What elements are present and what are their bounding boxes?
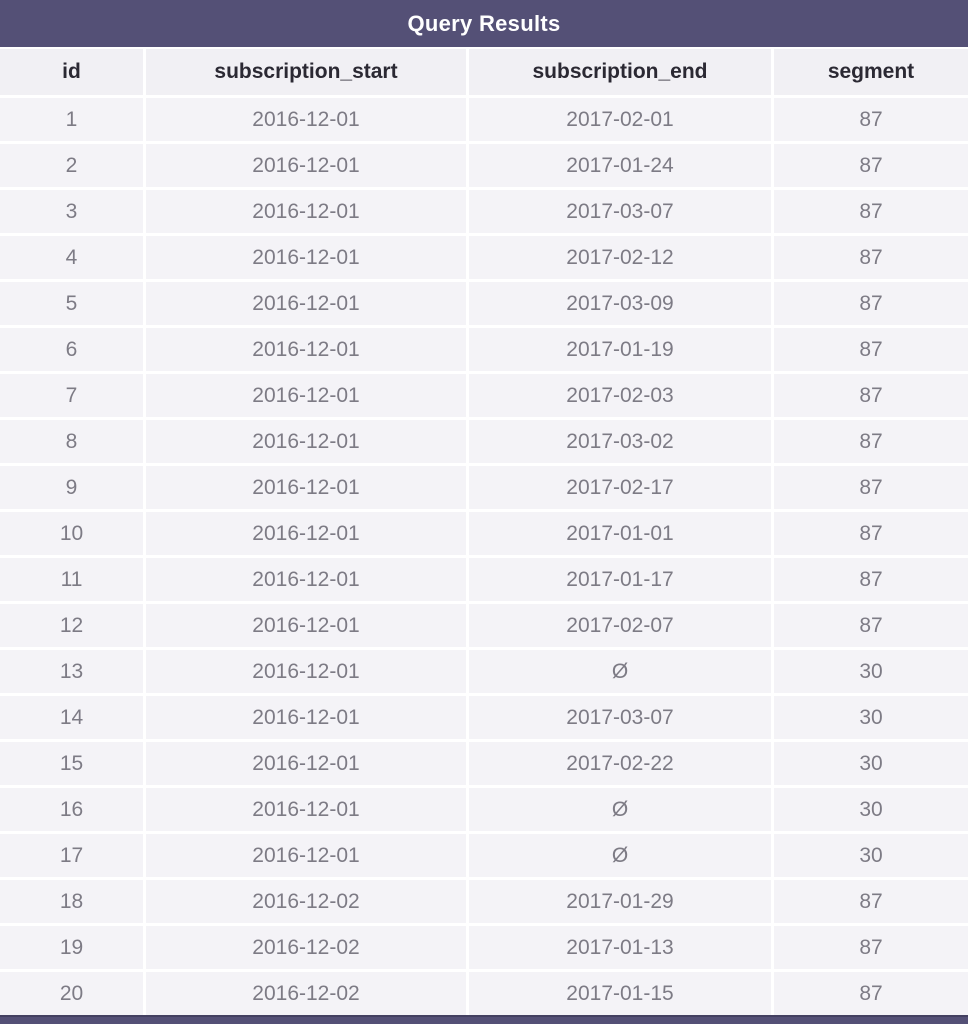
cell-subscription-end: 2017-02-01 [469, 98, 771, 141]
cell-segment: 30 [774, 650, 968, 693]
cell-subscription-start: 2016-12-02 [146, 972, 466, 1015]
cell-subscription-end: 2017-02-17 [469, 466, 771, 509]
cell-id: 9 [0, 466, 143, 509]
cell-subscription-start: 2016-12-01 [146, 144, 466, 187]
cell-segment: 30 [774, 834, 968, 877]
cell-id: 5 [0, 282, 143, 325]
cell-id: 19 [0, 926, 143, 969]
cell-subscription-start: 2016-12-01 [146, 558, 466, 601]
cell-subscription-start: 2016-12-01 [146, 604, 466, 647]
cell-subscription-end: 2017-03-09 [469, 282, 771, 325]
cell-segment: 30 [774, 696, 968, 739]
cell-id: 13 [0, 650, 143, 693]
cell-segment: 87 [774, 880, 968, 923]
column-header-segment: segment [774, 49, 968, 95]
cell-segment: 87 [774, 190, 968, 233]
cell-subscription-end: 2017-02-03 [469, 374, 771, 417]
cell-subscription-start: 2016-12-02 [146, 880, 466, 923]
cell-subscription-end: Ø [469, 650, 771, 693]
cell-segment: 87 [774, 98, 968, 141]
cell-subscription-end: 2017-03-07 [469, 190, 771, 233]
cell-segment: 87 [774, 926, 968, 969]
cell-id: 1 [0, 98, 143, 141]
cell-subscription-start: 2016-12-01 [146, 466, 466, 509]
cell-id: 15 [0, 742, 143, 785]
cell-subscription-end: 2017-02-07 [469, 604, 771, 647]
cell-subscription-end: 2017-01-13 [469, 926, 771, 969]
column-header-id: id [0, 49, 143, 95]
cell-subscription-start: 2016-12-01 [146, 98, 466, 141]
cell-subscription-end: 2017-02-12 [469, 236, 771, 279]
column-header-subscription-end: subscription_end [469, 49, 771, 95]
cell-subscription-start: 2016-12-01 [146, 282, 466, 325]
title-bar [0, 0, 968, 47]
cell-id: 17 [0, 834, 143, 877]
column-header-subscription-start: subscription_start [146, 49, 466, 95]
cell-id: 4 [0, 236, 143, 279]
cell-id: 18 [0, 880, 143, 923]
cell-segment: 87 [774, 558, 968, 601]
cell-segment: 87 [774, 604, 968, 647]
results-table [0, 49, 968, 1015]
cell-subscription-start: 2016-12-01 [146, 650, 466, 693]
cell-subscription-start: 2016-12-01 [146, 374, 466, 417]
cell-segment: 87 [774, 512, 968, 555]
cell-id: 10 [0, 512, 143, 555]
cell-id: 16 [0, 788, 143, 831]
cell-subscription-start: 2016-12-01 [146, 328, 466, 371]
cell-segment: 87 [774, 236, 968, 279]
footer-bar [0, 1015, 968, 1024]
cell-subscription-start: 2016-12-01 [146, 742, 466, 785]
cell-id: 8 [0, 420, 143, 463]
cell-subscription-start: 2016-12-02 [146, 926, 466, 969]
cell-segment: 87 [774, 466, 968, 509]
cell-subscription-end: 2017-01-17 [469, 558, 771, 601]
cell-segment: 30 [774, 788, 968, 831]
cell-id: 6 [0, 328, 143, 371]
cell-id: 3 [0, 190, 143, 233]
cell-segment: 87 [774, 328, 968, 371]
cell-subscription-start: 2016-12-01 [146, 420, 466, 463]
cell-subscription-end: 2017-01-29 [469, 880, 771, 923]
cell-id: 20 [0, 972, 143, 1015]
cell-id: 12 [0, 604, 143, 647]
cell-subscription-start: 2016-12-01 [146, 788, 466, 831]
cell-subscription-end: 2017-01-15 [469, 972, 771, 1015]
cell-subscription-start: 2016-12-01 [146, 696, 466, 739]
cell-subscription-end: 2017-03-07 [469, 696, 771, 739]
cell-segment: 87 [774, 144, 968, 187]
cell-subscription-end: 2017-02-22 [469, 742, 771, 785]
cell-subscription-end: Ø [469, 788, 771, 831]
cell-subscription-start: 2016-12-01 [146, 834, 466, 877]
cell-subscription-start: 2016-12-01 [146, 190, 466, 233]
cell-subscription-end: 2017-01-01 [469, 512, 771, 555]
cell-subscription-start: 2016-12-01 [146, 236, 466, 279]
cell-id: 14 [0, 696, 143, 739]
cell-segment: 87 [774, 972, 968, 1015]
cell-subscription-end: 2017-01-19 [469, 328, 771, 371]
cell-subscription-start: 2016-12-01 [146, 512, 466, 555]
cell-segment: 87 [774, 282, 968, 325]
page-title: Query Results [407, 10, 561, 36]
cell-id: 2 [0, 144, 143, 187]
cell-id: 11 [0, 558, 143, 601]
cell-subscription-end: 2017-01-24 [469, 144, 771, 187]
cell-segment: 87 [774, 374, 968, 417]
cell-segment: 30 [774, 742, 968, 785]
cell-segment: 87 [774, 420, 968, 463]
cell-subscription-end: Ø [469, 834, 771, 877]
cell-id: 7 [0, 374, 143, 417]
cell-subscription-end: 2017-03-02 [469, 420, 771, 463]
